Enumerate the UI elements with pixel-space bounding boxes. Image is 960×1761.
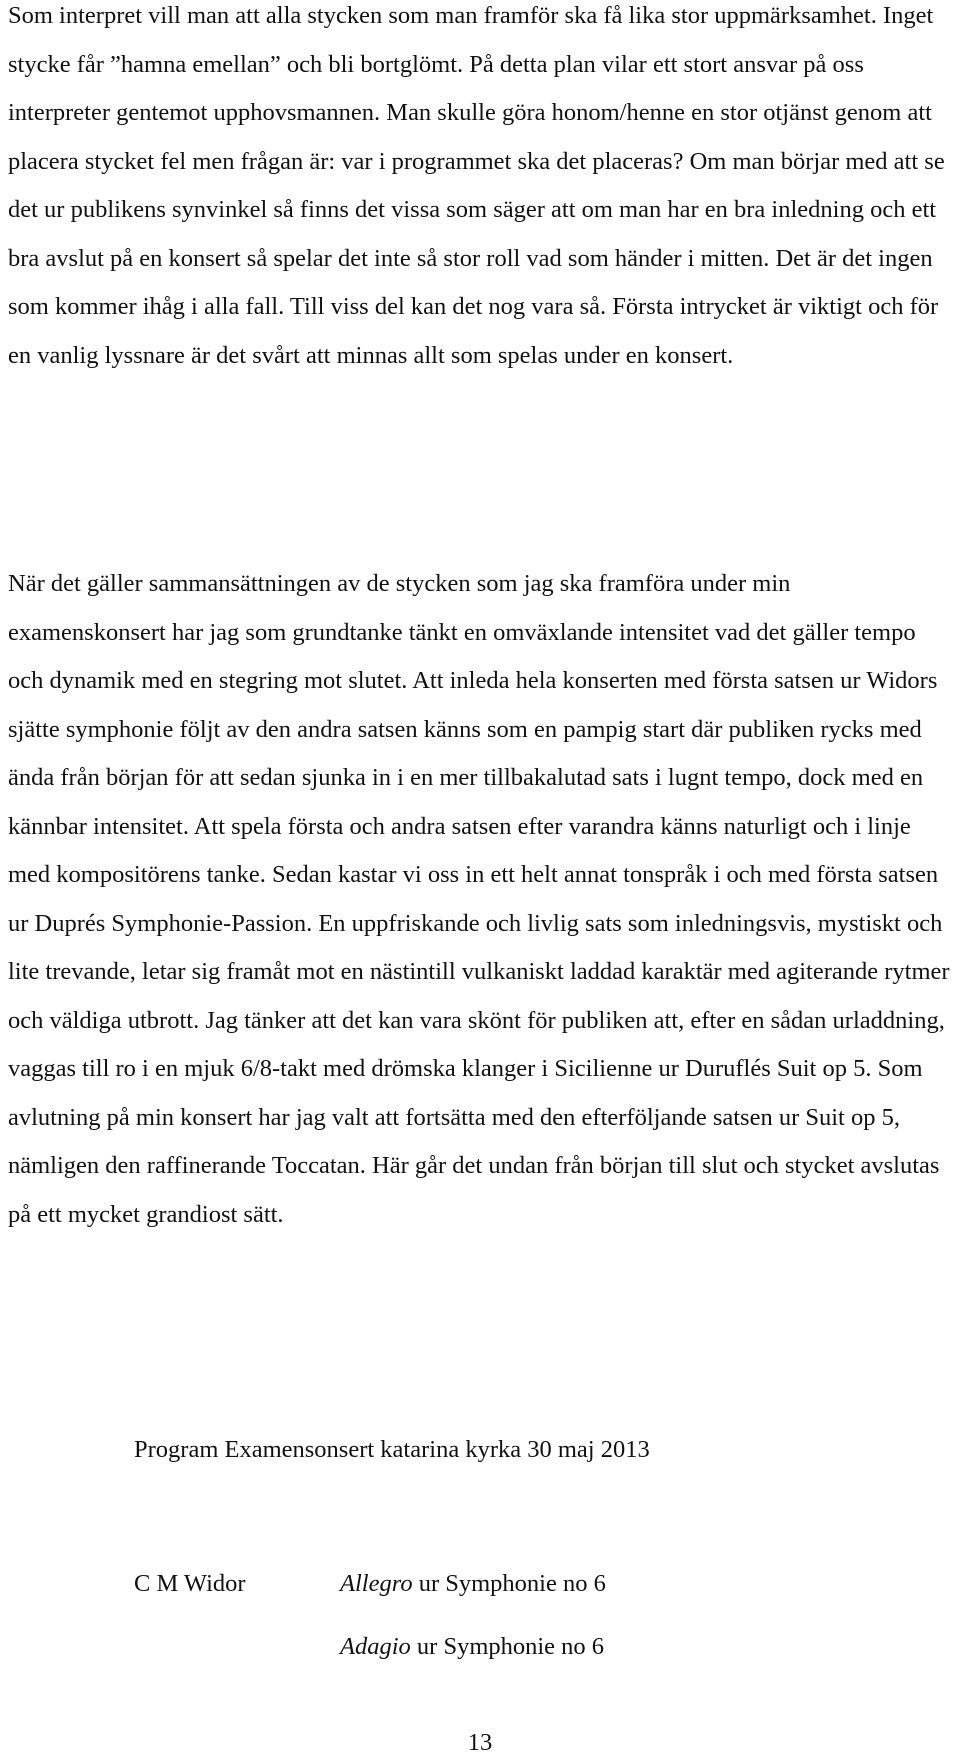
program-work-source: ur Symphonie no 6 [412, 1570, 606, 1597]
program-work-movement: Allegro [340, 1570, 413, 1597]
program-work [340, 1568, 606, 1600]
body-paragraph: När det gäller sammansättningen av de stycken som jag ska framföra under min examenskonsert har jag som grundtanke tänkt en omväxlande intensitet vad det gäller tempo och dynamik med en stegring mot slutet. Att inleda hela konserten med första satsen ur Widors sjätte symphonie följt av den andra satsen känns som en pampig start där publiken rycks med ända från början för att sedan sjunka in i en mer tillbakalutad sats i lugnt tempo, dock med en kännbar intensitet. Att spela första och andra satsen efter varandra känns naturligt och i linje med kompositörens tanke. Sedan kastar vi oss in ett helt annat tonspråk i och med första satsen ur Duprés Symphonie-Passion. En uppfriskande och livlig sats som inledningsvis, mystiskt och lite trevande, letar sig framåt mot en nästintill vulkaniskt laddad karaktär med agiterande rytmer och väldiga utbrott. Jag tänker att det kan vara skönt för publiken att, efter en sådan urladdning, vaggas till ro i en mjuk 6/8-takt med drömska klanger i Sicilienne ur Duruflés Suit op 5. Som avlutning på min konsert har jag valt att fortsätta med den efterföljande satsen ur Suit op 5, nämligen den raffinerande Toccatan. Här går det undan från början till slut och stycket avslutas på ett mycket grandiost sätt. [8, 570, 950, 1228]
program-work-movement: Adagio [340, 1633, 411, 1660]
program-composer: C M Widor [134, 1570, 246, 1597]
program-work-source: ur Symphonie no 6 [410, 1633, 605, 1660]
program-heading: Program Examensonsert katarina kyrka 30 maj 2013 [134, 1436, 650, 1463]
program-work [340, 1631, 604, 1663]
page-number: 13 [467, 1729, 493, 1756]
body-paragraph: Som interpret vill man att alla stycken som man framför ska få lika stor uppmärksamhet. Inget stycke får ”hamna emellan” och bli bortglömt. På detta plan vilar ett stort ansvar på oss interpreter gentemot upphovsmannen. Man skulle göra honom/henne en stor otjänst genom att placera stycket fel men frågan är: var i programmet ska det placeras? Om man börjar med att se det ur publikens synvinkel så finns det vissa som säger att om man har en bra inledning och ett bra avslut på en konsert så spelar det inte så stor roll vad som händer i mitten. Det är det ingen som kommer ihåg i alla fall. Till viss del kan det nog vara så. Första intrycket är viktigt och för en vanlig lyssnare är det svårt att minnas allt som spelas under en konsert. [8, 2, 945, 369]
